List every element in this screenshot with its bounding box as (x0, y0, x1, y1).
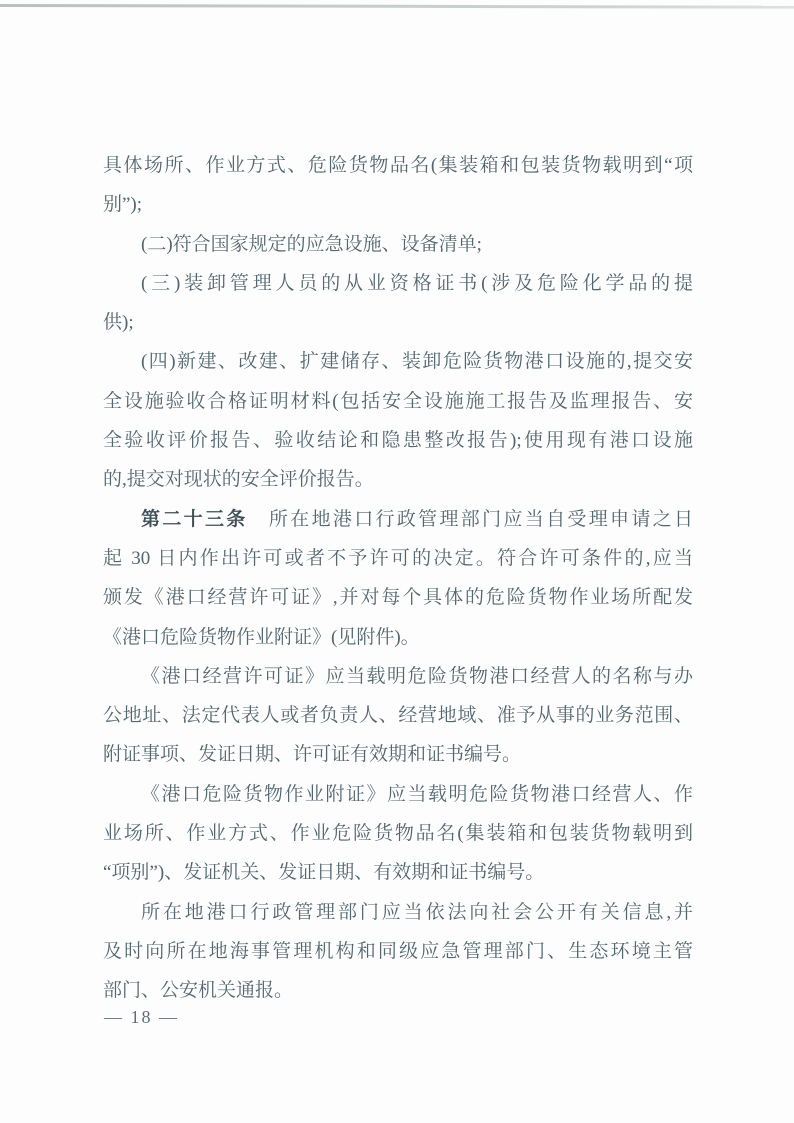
text-run: 《港口危险货物作业附证》(见附件)。 (103, 626, 420, 648)
text-line (103, 775, 693, 814)
paragraph (103, 500, 693, 657)
article-number: 第二十三条 (141, 508, 248, 530)
paragraph (103, 657, 693, 775)
text-line (103, 932, 693, 971)
text-run: 《港口经营许可证》应当载明危险货物港口经营人的名称与办 (141, 665, 693, 687)
text-line (103, 303, 693, 342)
text-run: (二)符合国家规定的应急设施、设备清单; (141, 233, 482, 255)
text-run: 供); (103, 312, 134, 334)
text-run: 的,提交对现状的安全评价报告。 (103, 469, 374, 491)
text-line (103, 146, 693, 185)
text-line (103, 225, 693, 264)
paragraph (103, 225, 693, 264)
document-body (103, 146, 693, 1011)
text-line (103, 421, 693, 460)
paragraph (103, 146, 693, 225)
paragraph (103, 893, 693, 1011)
text-run: 起 30 日内作出许可或者不予许可的决定。符合许可条件的,应当 (103, 547, 693, 569)
text-line (103, 460, 693, 499)
text-run: 别”); (103, 194, 143, 216)
text-line (103, 578, 693, 617)
text-line (103, 893, 693, 932)
text-line (103, 735, 693, 774)
paragraph (103, 342, 693, 499)
text-line (103, 814, 693, 853)
text-run: 所在地港口行政管理部门应当依法向社会公开有关信息,并 (141, 901, 693, 923)
text-line (103, 853, 693, 892)
text-line (103, 382, 693, 421)
text-run: 业场所、作业方式、作业危险货物品名(集装箱和包装货物载明到 (103, 823, 693, 845)
text-run: 部门、公安机关通报。 (103, 980, 294, 1002)
text-run: 及时向所在地海事管理机构和同级应急管理部门、生态环境主管 (103, 940, 693, 962)
text-line (103, 264, 693, 303)
text-run: (四)新建、改建、扩建储存、装卸危险货物港口设施的,提交安 (141, 351, 693, 373)
text-line (103, 657, 693, 696)
text-run: 全验收评价报告、验收结论和隐患整改报告);使用现有港口设施 (103, 430, 693, 452)
text-line (103, 342, 693, 381)
text-run: 所在地港口行政管理部门应当自受理申请之日 (247, 508, 693, 530)
text-run: 附证事项、发证日期、许可证有效期和证书编号。 (103, 744, 522, 766)
text-run: 《港口危险货物作业附证》应当载明危险货物港口经营人、作 (141, 783, 693, 805)
text-run: 具体场所、作业方式、危险货物品名(集装箱和包装货物载明到“项 (103, 155, 693, 176)
paragraph (103, 264, 693, 343)
text-line (103, 971, 693, 1010)
scan-artifact-line (0, 4, 794, 8)
text-run: “项别”)、发证机关、发证日期、有效期和证书编号。 (103, 862, 545, 884)
text-run: 全设施验收合格证明材料(包括安全设施施工报告及监理报告、安 (103, 390, 693, 412)
paragraph (103, 775, 693, 893)
text-line (103, 539, 693, 578)
page-number: — 18 — (104, 1007, 179, 1027)
text-run: 颁发《港口经营许可证》,并对每个具体的危险货物作业场所配发 (103, 587, 693, 609)
text-run: (三)装卸管理人员的从业资格证书(涉及危险化学品的提 (141, 272, 693, 294)
text-run: 公地址、法定代表人或者负责人、经营地域、准予从事的业务范围、 (103, 705, 693, 727)
text-line (103, 696, 693, 735)
text-line (103, 500, 693, 539)
text-line (103, 185, 693, 224)
text-line (103, 618, 693, 657)
